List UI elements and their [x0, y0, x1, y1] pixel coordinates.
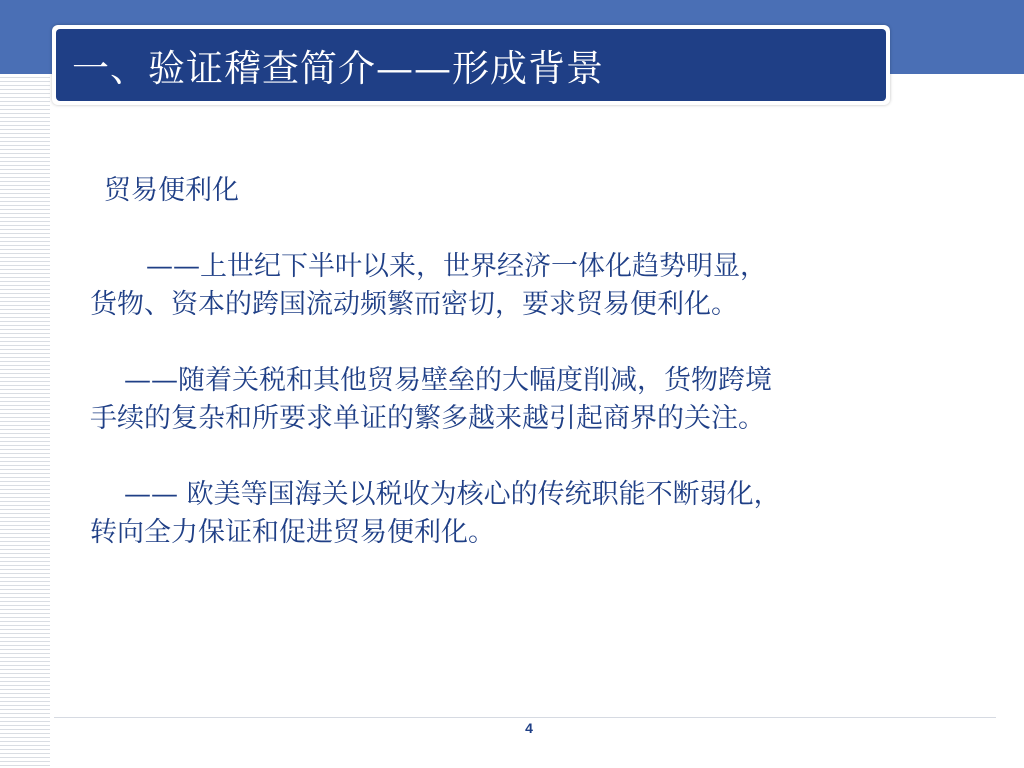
paragraph-1-line-1: ——上世纪下半叶以来，世界经济一体化趋势明显，	[146, 251, 767, 282]
paragraph-2-line-2: 手续的复杂和所要求单证的繁多越来越引起商界的关注。	[90, 403, 765, 434]
title-frame	[52, 25, 890, 105]
paragraph-1	[90, 248, 950, 324]
paragraph-3-line-2: 转向全力保证和促进贸易便利化。	[90, 517, 495, 548]
paragraph-2-line-1: ——随着关税和其他贸易壁垒的大幅度削减，货物跨境	[124, 365, 772, 396]
paragraph-1-line-2: 货物、资本的跨国流动频繁而密切，要求贸易便利化。	[90, 289, 738, 320]
slide-body	[90, 172, 950, 590]
left-stripe-decoration	[0, 74, 50, 768]
footer-divider	[54, 717, 996, 718]
slide-title: 一、验证稽查简介——形成背景	[72, 47, 604, 90]
title-panel	[56, 29, 886, 101]
paragraph-2	[90, 362, 950, 438]
paragraph-3-line-1: —— 欧美等国海关以税收为核心的传统职能不断弱化，	[124, 479, 781, 510]
page-number: 4	[525, 720, 533, 736]
section-heading: 贸易便利化	[104, 175, 239, 206]
paragraph-3	[90, 476, 950, 552]
